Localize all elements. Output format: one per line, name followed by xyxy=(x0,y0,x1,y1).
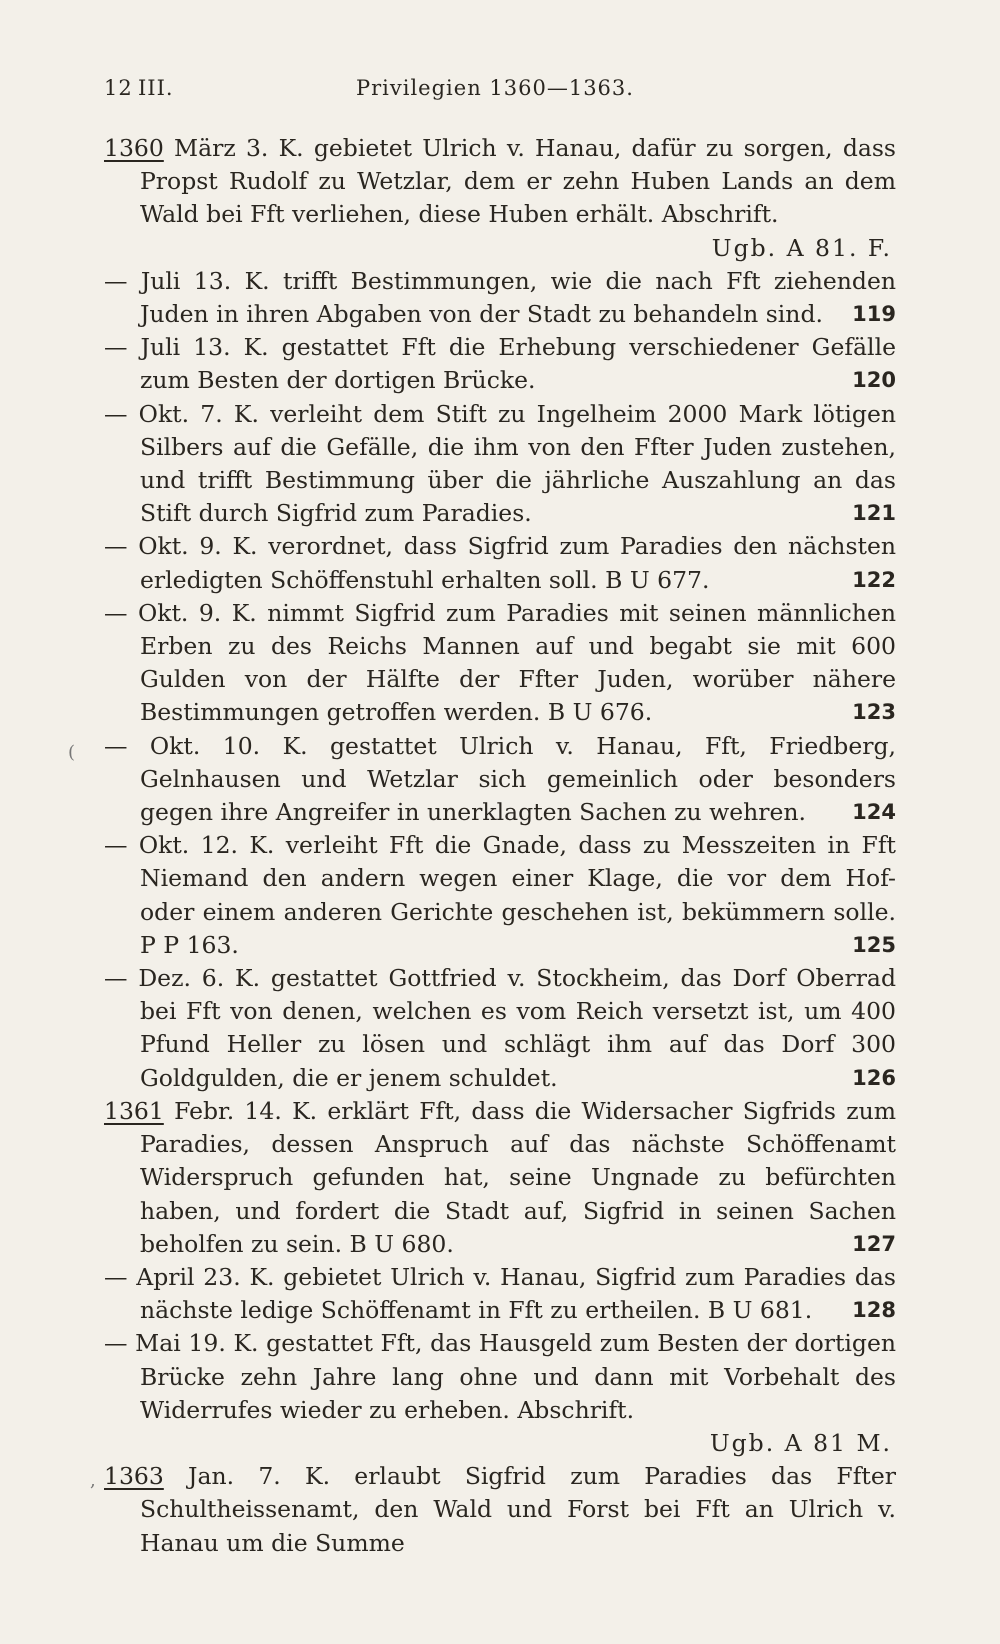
entry-text: K. trifft Bestimmungen, wie die nach Fft ziehenden Juden in ihren Abgaben von der Stadt zu behandeln sind. xyxy=(140,266,896,329)
list-item xyxy=(104,1460,896,1560)
entry-number: 124 xyxy=(852,800,896,825)
entry-text: K. verleiht dem Stift zu Ingelheim 2000 Mark lötigen Silbers auf die Gefälle, die ihm von den Ffter Juden zustehen, und trifft Bestimmung über die jährliche Auszahlung an das Stift durch Sigfrid zum Paradies. xyxy=(140,399,896,528)
entry-list xyxy=(104,132,896,1560)
entry-number: 126 xyxy=(852,1065,896,1090)
entry-date: — Okt. 9. xyxy=(104,598,222,627)
entry-reference: Ugb. A 81. F. xyxy=(711,233,892,262)
entry-year: 1363 xyxy=(104,1462,164,1491)
entry-reference: Ugb. A 81 M. xyxy=(709,1428,892,1457)
entry-text: K. gestattet Ulrich v. Hanau, Fft, Friedberg, Gelnhausen und Wetzlar sich gemeinlich oder besonders gegen ihre Angreifer in unerklagten Sachen zu wehren. xyxy=(140,731,896,827)
entry-date: — Okt. 9. xyxy=(104,532,222,561)
entry-date: — Okt. 12. xyxy=(104,831,239,860)
entry-text: K. gestattet Fft, das Hausgeld zum Besten der dortigen Brücke zehn Jahre lang ohne und dann mit Vorbehalt des Widerrufes wieder zu erheben. Abschrift. xyxy=(140,1329,896,1424)
entry-date: — April 23. xyxy=(104,1262,241,1291)
entry-date: — Dez. 6. xyxy=(104,964,225,993)
entry-date: — Okt. 7. xyxy=(104,399,223,428)
entry-text: K. gebietet Ulrich v. Hanau, dafür zu sorgen, dass Propst Rudolf zu Wetzlar, dem er zehn Huben Lands an dem Wald bei Fft verliehen, diese Huben erhält. Abschrift. xyxy=(140,134,896,229)
entry-year: 1360 xyxy=(104,134,164,162)
entry-text: K. verordnet, dass Sigfrid zum Paradies den nächsten erledigten Schöffenstuhl erhalten soll. B U 677. xyxy=(140,532,896,594)
list-item xyxy=(104,1261,896,1327)
list-item xyxy=(104,398,896,531)
list-item xyxy=(104,132,896,265)
margin-mark: ( xyxy=(68,742,76,763)
entry-number: 128 xyxy=(852,1298,896,1323)
entry-text: K. gestattet Fft die Erhebung verschiedener Gefälle zum Besten der dortigen Brücke. xyxy=(140,333,896,395)
list-item xyxy=(104,1095,896,1261)
entry-date: — Mai 19. xyxy=(104,1329,226,1358)
entry-number: 123 xyxy=(852,700,896,725)
entry-number: 127 xyxy=(852,1231,896,1256)
list-item xyxy=(104,829,896,962)
section-number: III. xyxy=(138,76,174,100)
list-item xyxy=(104,530,896,596)
entry-text: K. erklärt Fft, dass die Widersacher Sigfrids zum Paradies, dessen Anspruch auf das nächste Schöffenamt Widerspruch gefunden hat, seine Ungnade zu befürchten haben, und fordert die Stadt auf, Sigfrid in seinen Sachen beholfen zu sein. B U 680. xyxy=(140,1096,896,1258)
entry-number: 119 xyxy=(852,302,896,327)
entry-date: Jan. 7. xyxy=(163,1462,281,1491)
list-item xyxy=(104,1327,896,1460)
entry-text: K. erlaubt Sigfrid zum Paradies das Ffter Schultheissenamt, den Wald und Forst bei Fft an Ulrich v. Hanau um die Summe xyxy=(140,1462,896,1557)
entry-text: K. verleiht Fft die Gnade, dass zu Messzeiten in Fft Niemand den andern wegen einer Klage, die vor dem Hof- oder einem anderen Gerichte geschehen ist, bekümmern solle. P P 163. xyxy=(140,831,896,959)
entry-text: K. nimmt Sigfrid zum Paradies mit seinen männlichen Erben zu des Reichs Mannen auf und begabt sie mit 600 Gulden von der Hälfte der Ffter Juden, worüber nähere Bestimmungen getroffen werden. B U 676. xyxy=(140,598,896,727)
margin-mark-dot: , xyxy=(90,1470,96,1491)
entry-date: — Juli 13. xyxy=(104,266,232,295)
entry-date: — Okt. 10. xyxy=(104,731,261,760)
entry-number: 120 xyxy=(852,368,896,393)
entry-date: — Juli 13. xyxy=(104,333,231,362)
list-item xyxy=(104,597,896,730)
entry-date: März 3. xyxy=(163,134,269,162)
list-item xyxy=(104,331,896,397)
list-item xyxy=(104,730,896,830)
entry-number: 122 xyxy=(852,567,896,592)
entry-year: 1361 xyxy=(104,1096,164,1125)
list-item xyxy=(104,265,896,331)
page-header xyxy=(104,76,644,100)
entry-date: Febr. 14. xyxy=(163,1096,282,1125)
page-title: Privilegien 1360—1363. xyxy=(356,76,634,100)
entry-number: 125 xyxy=(852,932,896,957)
entry-number: 121 xyxy=(852,501,896,526)
page-number: 12 xyxy=(104,76,133,100)
list-item xyxy=(104,962,896,1095)
entry-text: K. gestattet Gottfried v. Stockheim, das Dorf Oberrad bei Fft von denen, welchen es vom Reich versetzt ist, um 400 Pfund Heller zu lösen und schlägt ihm auf das Dorf 300 Goldgulden, die er jenem schuldet. xyxy=(140,964,896,1092)
entry-text: K. gebietet Ulrich v. Hanau, Sigfrid zum Paradies das nächste ledige Schöffenamt in Fft zu ertheilen. B U 681. xyxy=(140,1262,896,1325)
